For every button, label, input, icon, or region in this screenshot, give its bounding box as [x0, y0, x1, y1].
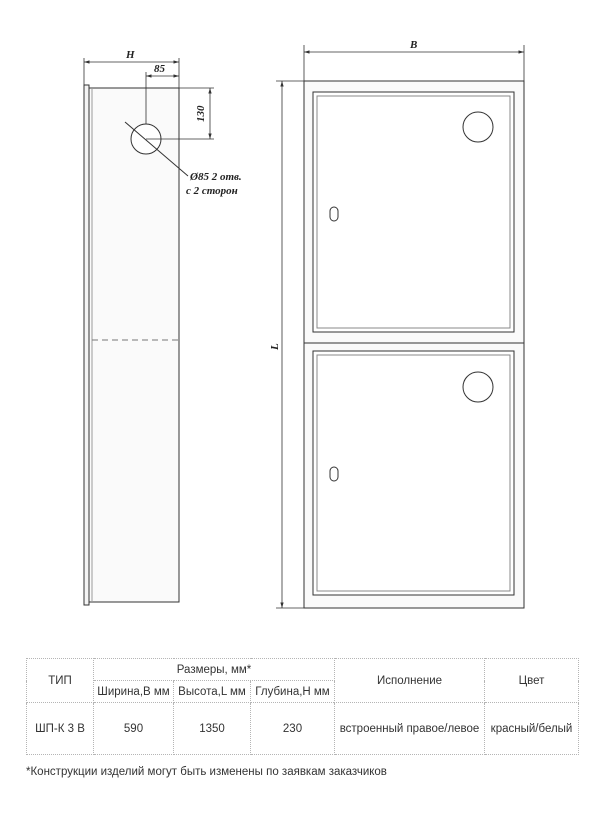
side-view [84, 58, 214, 605]
cell-type: ШП-К 3 В [27, 703, 94, 755]
dim-85-label: 85 [154, 63, 165, 75]
side-flange [84, 85, 89, 605]
header-dimensions: Размеры, мм* [94, 659, 335, 681]
bottom-door-hole [463, 372, 493, 402]
header-type: ТИП [27, 659, 94, 703]
cell-width: 590 [94, 703, 174, 755]
header-width: Ширина,B мм [94, 681, 174, 703]
cell-execution: встроенный правое/левое [335, 703, 485, 755]
cell-height: 1350 [174, 703, 251, 755]
hole-note-line1: Ø85 2 отв. [190, 171, 242, 183]
dim-b-label: B [410, 39, 418, 51]
header-height: Высота,L мм [174, 681, 251, 703]
dim-h-label: H [126, 49, 135, 61]
side-body [89, 88, 179, 602]
dim-130-label: 130 [195, 105, 207, 122]
top-door-hole [463, 112, 493, 142]
header-execution: Исполнение [335, 659, 485, 703]
spec-table [26, 658, 579, 755]
hole-note-line2: с 2 сторон [186, 185, 238, 197]
front-view [276, 45, 524, 608]
header-depth: Глубина,H мм [251, 681, 335, 703]
table-row [27, 703, 579, 755]
dim-l-label: L [269, 343, 281, 350]
cell-color: красный/белый [485, 703, 579, 755]
header-color: Цвет [485, 659, 579, 703]
footnote: *Конструкции изделий могут быть изменены по заявкам заказчиков [26, 766, 387, 778]
cell-depth: 230 [251, 703, 335, 755]
